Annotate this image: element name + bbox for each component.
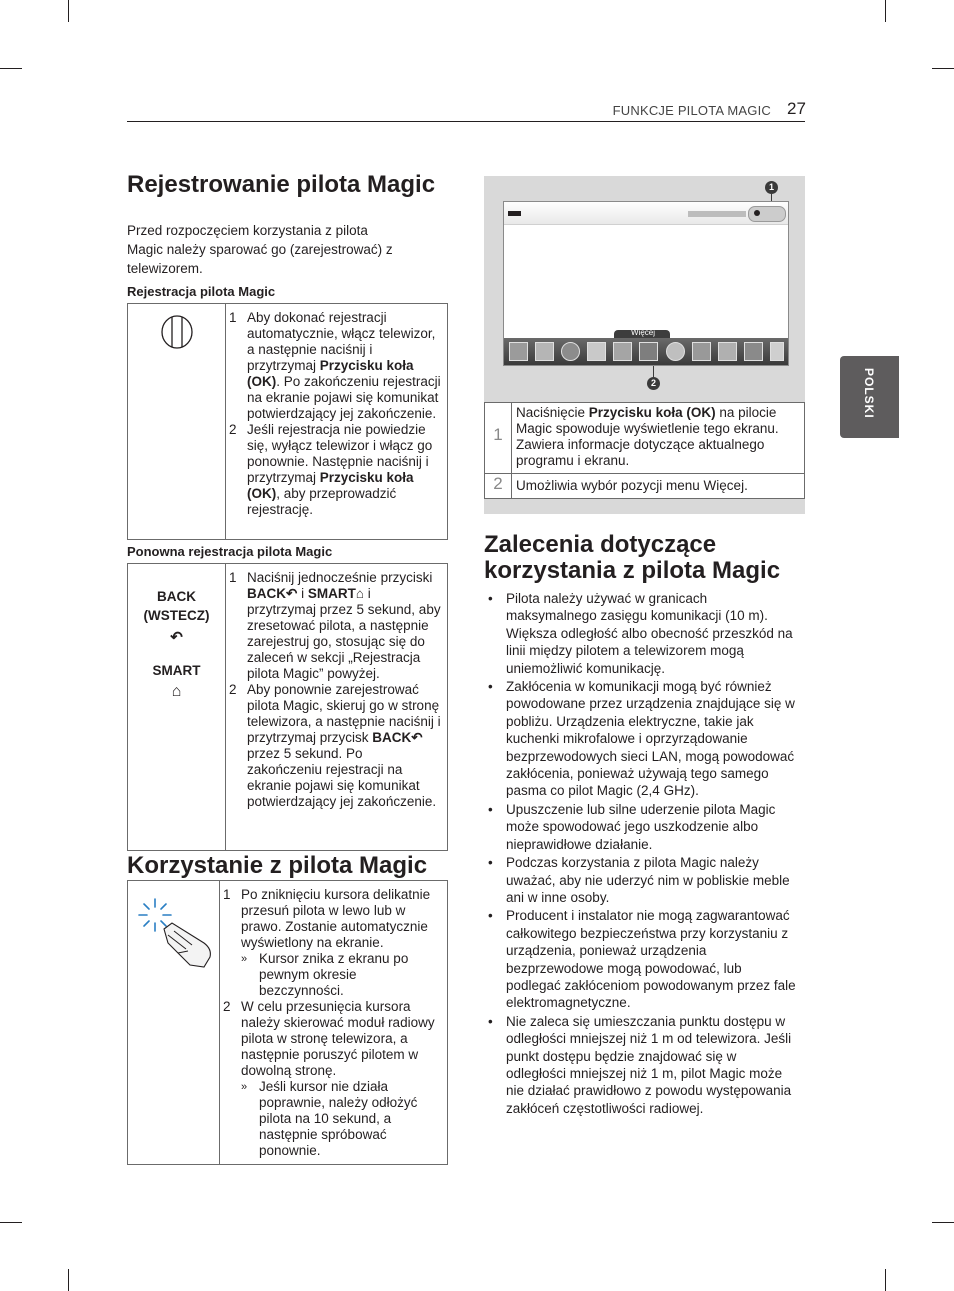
step-text: Po zniknięciu kursora delikatnie przesuń pilota w lewo lub w prawo. Zostanie automatycznie wyświetlony na ekranie. xyxy=(241,887,431,950)
step-number: 2 xyxy=(229,422,237,437)
cursor-dot xyxy=(754,210,760,216)
registration-intro-line-2: Magic należy sparować go (zarejestrować) z xyxy=(127,242,393,257)
step-text: i przytrzymaj przez 5 sekund, aby zresetować pilota, a następnie zarejestruj go, stosując się do zaleceń w sekcji „Rejestracja pilota Magic” powyżej. xyxy=(247,586,441,681)
menu-icon xyxy=(535,342,554,361)
reregistration-step-2 xyxy=(229,682,441,810)
table-row xyxy=(485,474,805,499)
step-text-bold: BACK↶ xyxy=(372,730,423,745)
crop-mark xyxy=(885,0,886,22)
registration-steps xyxy=(229,310,441,518)
registration-intro-line-1: Przed rozpoczęciem korzystania z pilota xyxy=(127,223,368,238)
subheading-reregistration: Ponowna rejestracja pilota Magic xyxy=(127,544,333,559)
usage-step-2 xyxy=(223,999,443,1159)
usage-note-2 xyxy=(241,1079,443,1159)
pointer-icon-cell xyxy=(128,881,220,1164)
callout-table xyxy=(484,402,805,499)
menu-icon xyxy=(587,342,606,361)
wheel-button-icon xyxy=(157,312,197,352)
tips-list xyxy=(486,590,796,1118)
crop-mark xyxy=(68,1269,69,1291)
usage-step-1 xyxy=(223,887,443,999)
step-text: Naciśnij jednocześnie przyciski xyxy=(247,570,433,585)
registration-intro-line-3: telewizorem. xyxy=(127,261,203,276)
reregistration-step-1 xyxy=(229,570,441,682)
header-rule xyxy=(127,121,805,122)
list-item: • Producent i instalator nie mogą zagwarantować całkowitego bezpieczeństwa przy korzystaniu z urządzenia, ponieważ urządzenia bezprzewodowe mogą powodować, lub podlegać zakłóceniom powodowanym przez fale elektromagnetyczne. xyxy=(486,907,796,1011)
crop-mark xyxy=(885,1269,886,1291)
menu-icon xyxy=(613,342,632,361)
list-item: • Nie zaleca się umieszczania punktu dostępu w odległości mniejszej niż 1 m od telewizora. Jeśli punkt dostępu będzie znajdować się w odległości mniejszej niż 1 m, pilot Magic może nie działać prawidłowo z powodu występowania zakłóceń częstotliwości radiowej. xyxy=(486,1013,796,1117)
step-text-bold: Przycisku koła (OK) xyxy=(247,358,414,389)
row-text-bold: Przycisku koła (OK) xyxy=(588,405,716,420)
reregistration-box xyxy=(127,563,448,851)
list-item: • Upuszczenie lub silne uderzenie pilota Magic może spowodować jego uszkodzenie albo nieprawidłowe działanie. xyxy=(486,801,796,853)
section-title-usage: Korzystanie z pilota Magic xyxy=(127,852,428,879)
note-text: Kursor znika z ekranu po pewnym okresie bezczynności. xyxy=(259,951,409,998)
note-marker: » xyxy=(241,953,248,965)
menu-icon xyxy=(692,342,711,361)
more-menu-icons xyxy=(509,342,784,361)
step-text: Aby ponownie zarejestrować pilota Magic, skieruj go w stronę telewizora, a następnie naciśnij i przytrzymaj przycisk xyxy=(247,682,441,745)
subheading-registration: Rejestracja pilota Magic xyxy=(127,284,276,299)
registration-step-2 xyxy=(229,422,441,518)
step-number: 1 xyxy=(229,310,237,325)
language-tab-label: POLSKI xyxy=(862,368,876,419)
back-icon: ↶ xyxy=(170,629,183,646)
info-progress-bar xyxy=(688,211,746,217)
step-text-bold: Przycisku koła (OK) xyxy=(247,470,414,501)
menu-icon xyxy=(718,342,737,361)
menu-icon xyxy=(509,342,528,361)
crop-mark xyxy=(932,68,954,69)
callout-2-line xyxy=(653,366,654,377)
crop-mark xyxy=(0,68,22,69)
menu-icon xyxy=(666,342,685,361)
usage-note-1 xyxy=(241,951,443,999)
row-text: na pilocie Magic spowoduje wyświetlenie tego ekranu. Zawiera informacje dotyczące aktualnego programu i ekranu. xyxy=(516,405,779,468)
row-description: Umożliwia wybór pozycji menu Więcej. xyxy=(512,474,805,499)
usage-steps xyxy=(223,887,443,1159)
step-text-bold: BACK↶ xyxy=(247,586,298,601)
menu-icon xyxy=(744,342,763,361)
section-title-tips-line-1: Zalecenia dotyczące xyxy=(484,531,717,558)
usage-box xyxy=(127,880,448,1165)
menu-icon xyxy=(770,342,784,361)
row-number: 1 xyxy=(485,403,512,474)
section-title-tips-line-2: korzystania z pilota Magic xyxy=(484,557,781,584)
list-item: • Podczas korzystania z pilota Magic należy uważać, aby nie uderzyć nim w pobliskie meble ani w inne osoby. xyxy=(486,854,796,906)
reregistration-steps xyxy=(229,570,441,810)
pointing-hand-icon xyxy=(134,895,218,975)
table-row xyxy=(485,403,805,474)
registration-step-1 xyxy=(229,310,441,422)
row-description xyxy=(512,403,805,474)
step-number: 2 xyxy=(223,999,231,1014)
step-text: Jeśli rejestracja nie powiedzie się, wyłącz telewizor i włącz go ponownie. Następnie naciśnij i przytrzymaj xyxy=(247,422,433,485)
step-text: W celu przesunięcia kursora należy skierować moduł radiowy pilota w stronę telewizora, a następnie poruszyć pilotem w dowolną stronę. xyxy=(241,999,435,1078)
registration-box xyxy=(127,303,448,540)
back-label-sub: (WSTECZ) xyxy=(143,608,210,623)
smart-label: SMART xyxy=(152,663,201,678)
channel-badge xyxy=(508,211,521,216)
smart-icon: ⌂ xyxy=(171,683,182,700)
language-tab xyxy=(840,356,899,438)
list-item: • Zakłócenia w komunikacji mogą być również powodowane przez urządzenia znajdujące się w pobliżu. Urządzenia elektryczne, takie jak kuchenki mikrofalowe i oprzyrządowanie bezprzewodowych sieci LAN, mogą powodować zakłócenia, ponieważ używają tego samego pasma co pilot Magic (2,4 GHz). xyxy=(486,678,796,800)
step-text: Aby dokonać rejestracji automatycznie, włącz telewizor, a następnie naciśnij i przytrzymaj xyxy=(247,310,436,373)
crop-mark xyxy=(68,0,69,22)
step-text: . Po zakończeniu rejestracji na ekranie pojawi się komunikat potwierdzający jej zakończenie. xyxy=(247,374,441,421)
running-header: FUNKCJE PILOTA MAGIC xyxy=(612,103,771,118)
step-text: przez 5 sekund. Po zakończeniu rejestracji na ekranie pojawi się komunikat potwierdzający jej zakończenie. xyxy=(247,746,437,809)
page-number: 27 xyxy=(787,99,806,118)
callout-2: 2 xyxy=(647,377,660,390)
menu-icon xyxy=(561,342,580,361)
callout-1: 1 xyxy=(765,181,778,194)
buttons-label-cell xyxy=(128,564,226,850)
step-number: 1 xyxy=(229,570,237,585)
row-number: 2 xyxy=(485,474,512,499)
section-title-registration: Rejestrowanie pilota Magic xyxy=(127,171,436,198)
note-marker: » xyxy=(241,1081,248,1093)
step-text: i xyxy=(297,586,308,601)
more-label: Więcej xyxy=(630,328,655,337)
menu-icon xyxy=(639,342,658,361)
crop-mark xyxy=(0,1222,22,1223)
step-text: , aby przeprowadzić rejestrację. xyxy=(247,486,397,517)
list-item: • Pilota należy używać w granicach maksymalnego zasięgu komunikacji (10 m). Większa odległość albo obecność przeszkód na linii między pilotem a telewizorem mogą uniemożliwić komunikację. xyxy=(486,590,796,677)
back-label: BACK xyxy=(157,589,196,604)
step-number: 2 xyxy=(229,682,237,697)
crop-mark xyxy=(932,1222,954,1223)
wheel-button-icon-cell xyxy=(128,304,226,539)
note-text: Jeśli kursor nie działa poprawnie, należy odłożyć pilota na 10 sekund, a następnie spróbować ponownie. xyxy=(259,1079,418,1158)
step-text-bold: SMART⌂ xyxy=(307,586,364,601)
row-text: Naciśnięcie xyxy=(516,405,589,420)
tv-screen-illustration xyxy=(503,201,789,366)
step-number: 1 xyxy=(223,887,231,902)
